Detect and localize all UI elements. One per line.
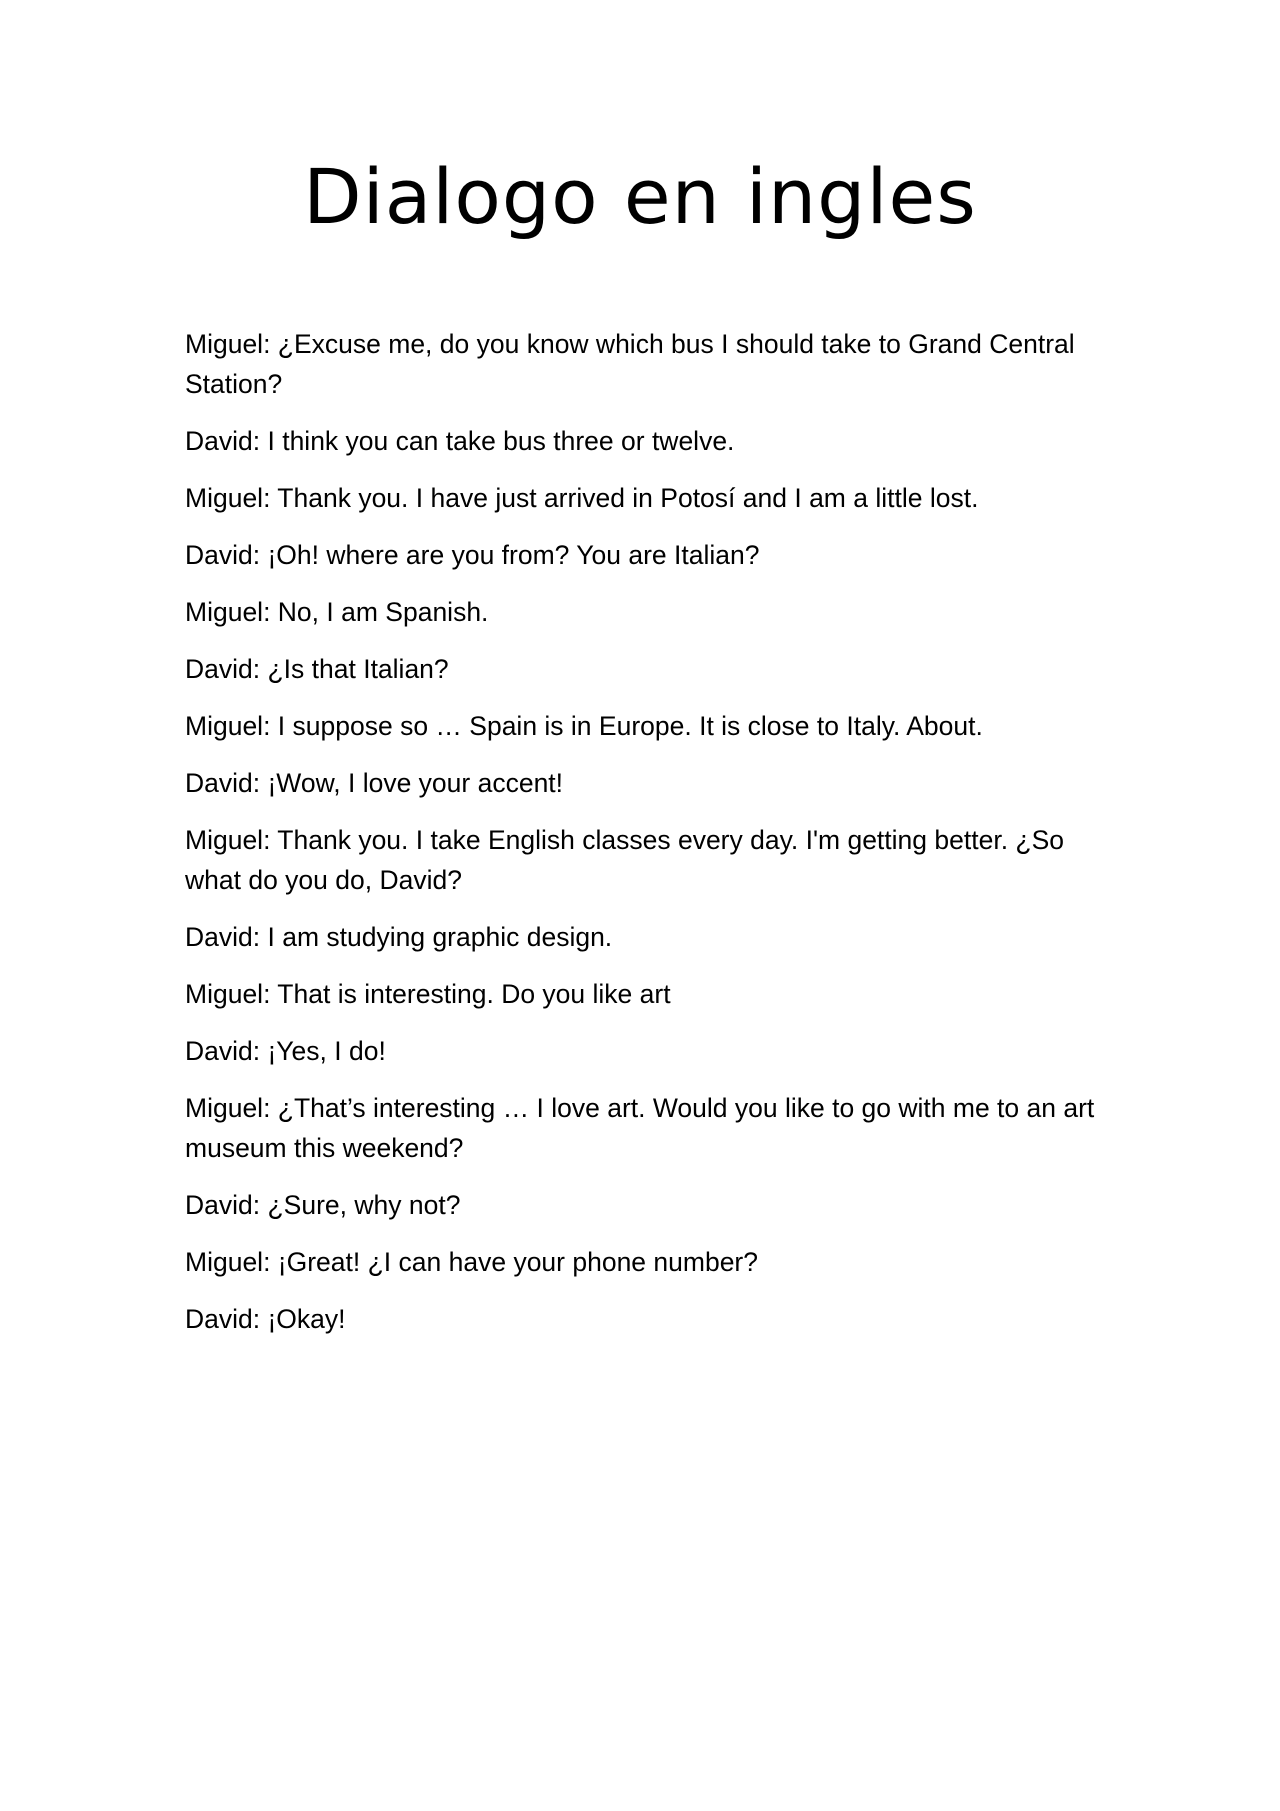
dialogue-line: David: I think you can take bus three or twelve.	[185, 426, 735, 456]
dialogue-line: David: ¿Is that Italian?	[185, 654, 449, 684]
dialogue-line: David: I am studying graphic design.	[185, 922, 613, 952]
dialogue-line: David: ¡Oh! where are you from? You are Italian?	[185, 540, 760, 570]
dialogue-line: Miguel: ¡Great! ¿I can have your phone number?	[185, 1247, 758, 1277]
dialogue-line: David: ¡Okay!	[185, 1304, 346, 1334]
dialogue-line: David: ¿Sure, why not?	[185, 1190, 461, 1220]
dialogue-list	[185, 324, 1115, 1356]
dialogue-line: Miguel: That is interesting. Do you like art	[185, 979, 671, 1009]
document-title: Dialogo en ingles	[303, 152, 977, 241]
dialogue-line: David: ¡Yes, I do!	[185, 1036, 386, 1066]
dialogue-line: David: ¡Wow, I love your accent!	[185, 768, 564, 798]
dialogue-line: Miguel: Thank you. I have just arrived in Potosí and I am a little lost.	[185, 483, 979, 513]
dialogue-line: Miguel: ¿That’s interesting … I love art. Would you like to go with me to an art museum this weekend?	[185, 1093, 1095, 1163]
dialogue-line: Miguel: I suppose so … Spain is in Europe. It is close to Italy. About.	[185, 711, 983, 741]
dialogue-line: Miguel: No, I am Spanish.	[185, 597, 489, 627]
dialogue-line: Miguel: Thank you. I take English classes every day. I'm getting better. ¿So what do you do, David?	[185, 825, 1065, 895]
dialogue-line: Miguel: ¿Excuse me, do you know which bus I should take to Grand Central Station?	[185, 329, 1075, 399]
